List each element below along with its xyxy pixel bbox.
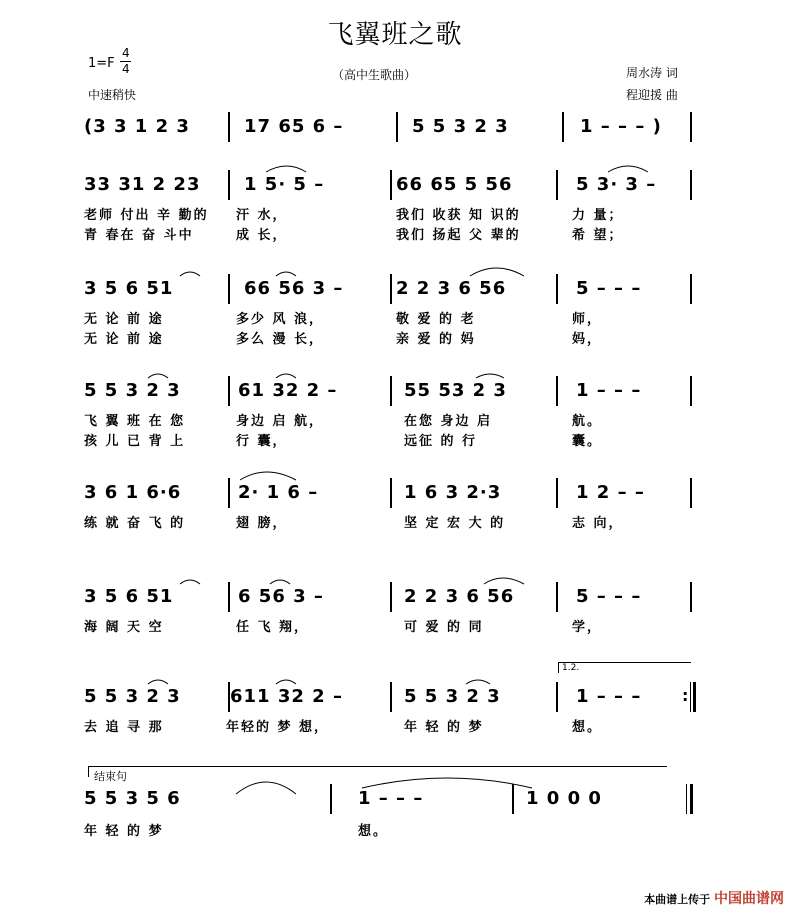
lyric-verse-1: 去 追 寻 那 bbox=[84, 720, 164, 735]
lyric-verse-1: 年轻的 梦 想， bbox=[226, 720, 330, 735]
slur bbox=[476, 374, 504, 378]
slur bbox=[148, 374, 168, 378]
lyric-verse-1: 可 爱 的 同 bbox=[404, 620, 484, 635]
slur bbox=[470, 268, 524, 276]
lyric-verse-1: 汗 水， bbox=[236, 208, 288, 223]
measure: 33 31 2 23 bbox=[84, 174, 201, 195]
lyric-verse-1: 飞 翼 班 在 您 bbox=[84, 414, 186, 429]
key-signature: 1=F bbox=[88, 56, 115, 71]
lyric-verse-1: 任 飞 翔， bbox=[236, 620, 310, 635]
volta-label: 1.2. bbox=[562, 663, 580, 673]
measure: 5 – – – bbox=[576, 278, 642, 299]
footer bbox=[644, 888, 784, 908]
measure: 55 53 2 3 bbox=[404, 380, 507, 401]
lyric-verse-1: 志 向， bbox=[572, 516, 624, 531]
measure: 6 56 3 – bbox=[238, 586, 324, 607]
slur bbox=[270, 580, 290, 584]
site-logo[interactable]: 中国曲谱网 bbox=[714, 891, 784, 907]
measure: 61 32 2 – bbox=[238, 380, 338, 401]
lyric-verse-1: 多少 风 浪， bbox=[236, 312, 325, 327]
lyric-verse-1: 敬 爱 的 老 bbox=[396, 312, 476, 327]
footer-text: 本曲谱上传于 bbox=[644, 893, 711, 906]
measure: 1 – – – bbox=[358, 788, 424, 809]
measure: 1 0 0 0 bbox=[526, 788, 602, 809]
lyric-coda: 想。 bbox=[358, 824, 389, 839]
lyric-verse-1: 练 就 奋 飞 的 bbox=[84, 516, 186, 531]
coda-label: 结束句 bbox=[94, 770, 127, 783]
slur bbox=[180, 272, 200, 276]
measure: 66 56 3 – bbox=[244, 278, 344, 299]
measure: 5 5 3 5 6 bbox=[84, 788, 181, 809]
lyric-verse-2: 妈， bbox=[572, 332, 603, 347]
measure: 2 2 3 6 56 bbox=[404, 586, 515, 607]
slur bbox=[240, 472, 296, 480]
tempo-marking: 中速稍快 bbox=[88, 88, 137, 102]
measure: 3 6 1 6·6 bbox=[84, 482, 182, 503]
lyric-verse-1: 师， bbox=[572, 312, 603, 327]
lyric-verse-1: 想。 bbox=[572, 720, 603, 735]
lyric-verse-1: 年 轻 的 梦 bbox=[404, 720, 484, 735]
lyric-verse-2: 成 长， bbox=[236, 228, 288, 243]
measure: 1 – – – bbox=[576, 686, 642, 707]
intro-measure: (3 3 1 2 3 bbox=[84, 116, 190, 137]
slur bbox=[608, 166, 648, 172]
measure: 66 65 5 56 bbox=[396, 174, 513, 195]
measure: 1 5· 5 – bbox=[244, 174, 325, 195]
slur bbox=[148, 680, 168, 684]
lyric-verse-1: 学， bbox=[572, 620, 603, 635]
measure: 2 2 3 6 56 bbox=[396, 278, 507, 299]
composer: 程迎援 曲 bbox=[626, 88, 678, 102]
measure: 3 5 6 51 bbox=[84, 278, 174, 299]
lyric-verse-2: 希 望； bbox=[572, 228, 624, 243]
slur bbox=[236, 782, 296, 794]
intro-measure: 17 65 6 – bbox=[244, 116, 344, 137]
slur bbox=[276, 680, 296, 684]
measure: 1 6 3 2·3 bbox=[404, 482, 502, 503]
lyric-verse-1: 无 论 前 途 bbox=[84, 312, 164, 327]
lyric-coda: 年 轻 的 梦 bbox=[84, 824, 164, 839]
lyric-verse-1: 老师 付出 辛 勤的 bbox=[84, 208, 209, 223]
slur bbox=[266, 166, 306, 172]
slur bbox=[276, 374, 296, 378]
measure: 5 3· 3 – bbox=[576, 174, 657, 195]
measure: 3 5 6 51 bbox=[84, 586, 174, 607]
lyric-verse-2: 多么 漫 长， bbox=[236, 332, 325, 347]
lyric-verse-2: 我们 扬起 父 辈的 bbox=[396, 228, 521, 243]
lyric-verse-2: 亲 爱 的 妈 bbox=[396, 332, 476, 347]
lyric-verse-1: 在您 身边 启 bbox=[404, 414, 493, 429]
slur bbox=[276, 272, 296, 276]
tie bbox=[362, 778, 532, 788]
lyric-verse-1: 海 阔 天 空 bbox=[84, 620, 164, 635]
slur bbox=[466, 680, 490, 684]
repeat-dots: : bbox=[682, 686, 690, 705]
lyric-verse-1: 力 量； bbox=[572, 208, 624, 223]
subtitle: （高中生歌曲） bbox=[332, 68, 417, 82]
intro-measure: 5 5 3 2 3 bbox=[412, 116, 509, 137]
lyric-verse-2: 无 论 前 途 bbox=[84, 332, 164, 347]
intro-measure: 1 – – – ) bbox=[580, 116, 662, 137]
measure: 1 – – – bbox=[576, 380, 642, 401]
time-signature-top: 4 bbox=[122, 46, 130, 60]
lyric-verse-1: 航。 bbox=[572, 414, 603, 429]
time-signature-bottom: 4 bbox=[122, 62, 130, 76]
lyric-verse-2: 行 囊， bbox=[236, 434, 288, 449]
slur bbox=[484, 578, 524, 584]
lyricist: 周水涛 词 bbox=[626, 66, 678, 80]
lyric-verse-1: 我们 收获 知 识的 bbox=[396, 208, 521, 223]
measure: 5 5 3 2 3 bbox=[84, 686, 181, 707]
lyric-verse-2: 青 春在 奋 斗中 bbox=[84, 228, 194, 243]
measure: 5 5 3 2 3 bbox=[404, 686, 501, 707]
measure: 2· 1 6 – bbox=[238, 482, 319, 503]
measure: 1 2 – – bbox=[576, 482, 645, 503]
song-title: 飞翼班之歌 bbox=[327, 20, 463, 50]
lyric-verse-2: 囊。 bbox=[572, 434, 603, 449]
measure: 611 32 2 – bbox=[230, 686, 343, 707]
lyric-verse-1: 坚 定 宏 大 的 bbox=[404, 516, 506, 531]
lyric-verse-1: 身边 启 航， bbox=[236, 414, 325, 429]
measure: 5 5 3 2 3 bbox=[84, 380, 181, 401]
lyric-verse-1: 翅 膀， bbox=[236, 516, 288, 531]
lyric-verse-2: 孩 儿 已 背 上 bbox=[84, 434, 186, 449]
measure: 5 – – – bbox=[576, 586, 642, 607]
slur bbox=[180, 580, 200, 584]
lyric-verse-2: 远征 的 行 bbox=[404, 434, 478, 449]
